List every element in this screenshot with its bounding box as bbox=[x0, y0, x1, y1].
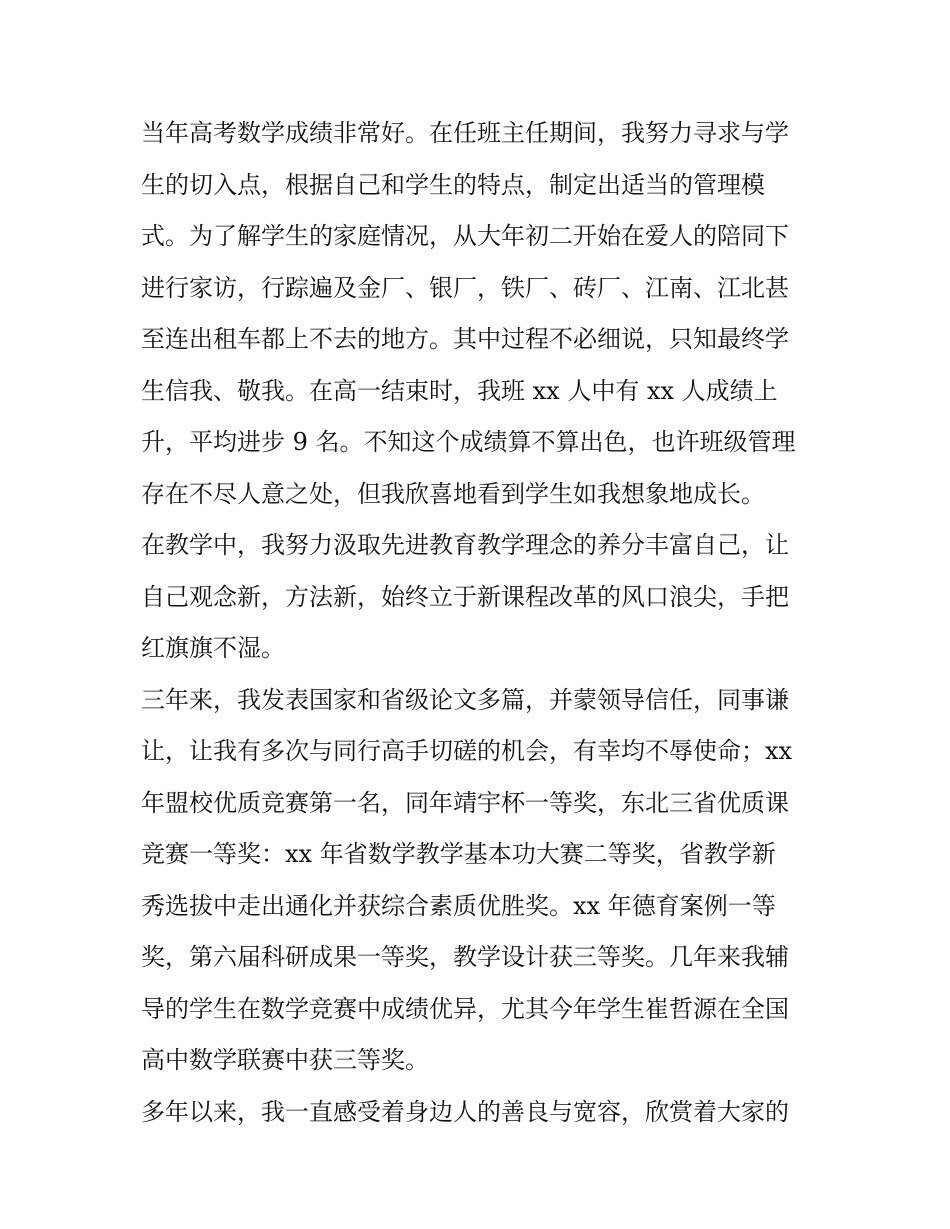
text-line: 升，平均进步 9 名。不知这个成绩算不算出色，也许班级管理 bbox=[141, 428, 796, 456]
text-line: 多年以来，我一直感受着身边人的善良与宽容，欣赏着大家的 bbox=[141, 1097, 789, 1126]
text-line: 当年高考数学成绩非常好。在任班主任期间，我努力寻求与学 bbox=[141, 119, 789, 147]
document-body bbox=[141, 108, 821, 1138]
text-line: 生的切入点，根据自己和学生的特点，制定出适当的管理模 bbox=[141, 170, 765, 199]
text-line: 在教学中，我努力汲取先进教育教学理念的养分丰富自己，让 bbox=[141, 531, 789, 559]
text-line: 年盟校优质竞赛第一名，同年靖宇杯一等奖，东北三省优质课 bbox=[141, 788, 789, 817]
text-line: 秀选拔中走出通化并获综合素质优胜奖。xx 年德育案例一等 bbox=[141, 891, 776, 920]
text-line: 三年来，我发表国家和省级论文多篇，并蒙领导信任，同事谦 bbox=[141, 685, 789, 714]
text-line: 竞赛一等奖：xx 年省数学教学基本功大赛二等奖，省教学新 bbox=[141, 840, 776, 868]
text-line: 导的学生在数学竞赛中成绩优异，尤其今年学生崔哲源在全国 bbox=[141, 994, 789, 1023]
text-line: 自己观念新，方法新，始终立于新课程改革的风口浪尖，手把 bbox=[141, 582, 789, 611]
text-line: 进行家访，行踪遍及金厂、银厂，铁厂、砖厂、江南、江北甚 bbox=[141, 273, 789, 302]
text-line: 至连出租车都上不去的地方。其中过程不必细说，只知最终学 bbox=[141, 325, 789, 353]
text-line: 存在不尽人意之处，但我欣喜地看到学生如我想象地成长。 bbox=[141, 479, 765, 508]
text-line: 高中数学联赛中获三等奖。 bbox=[141, 1046, 429, 1074]
text-line: 生信我、敬我。在高一结束时，我班 xx 人中有 xx 人成绩上 bbox=[141, 376, 778, 405]
text-line: 红旗旗不湿。 bbox=[141, 634, 285, 662]
text-line: 式。为了解学生的家庭情况，从大年初二开始在爱人的陪同下 bbox=[141, 222, 789, 250]
text-line: 奖，第六届科研成果一等奖，教学设计获三等奖。几年来我辅 bbox=[141, 943, 789, 971]
text-line: 让，让我有多次与同行高手切磋的机会，有幸均不辱使命；xx bbox=[141, 737, 793, 765]
